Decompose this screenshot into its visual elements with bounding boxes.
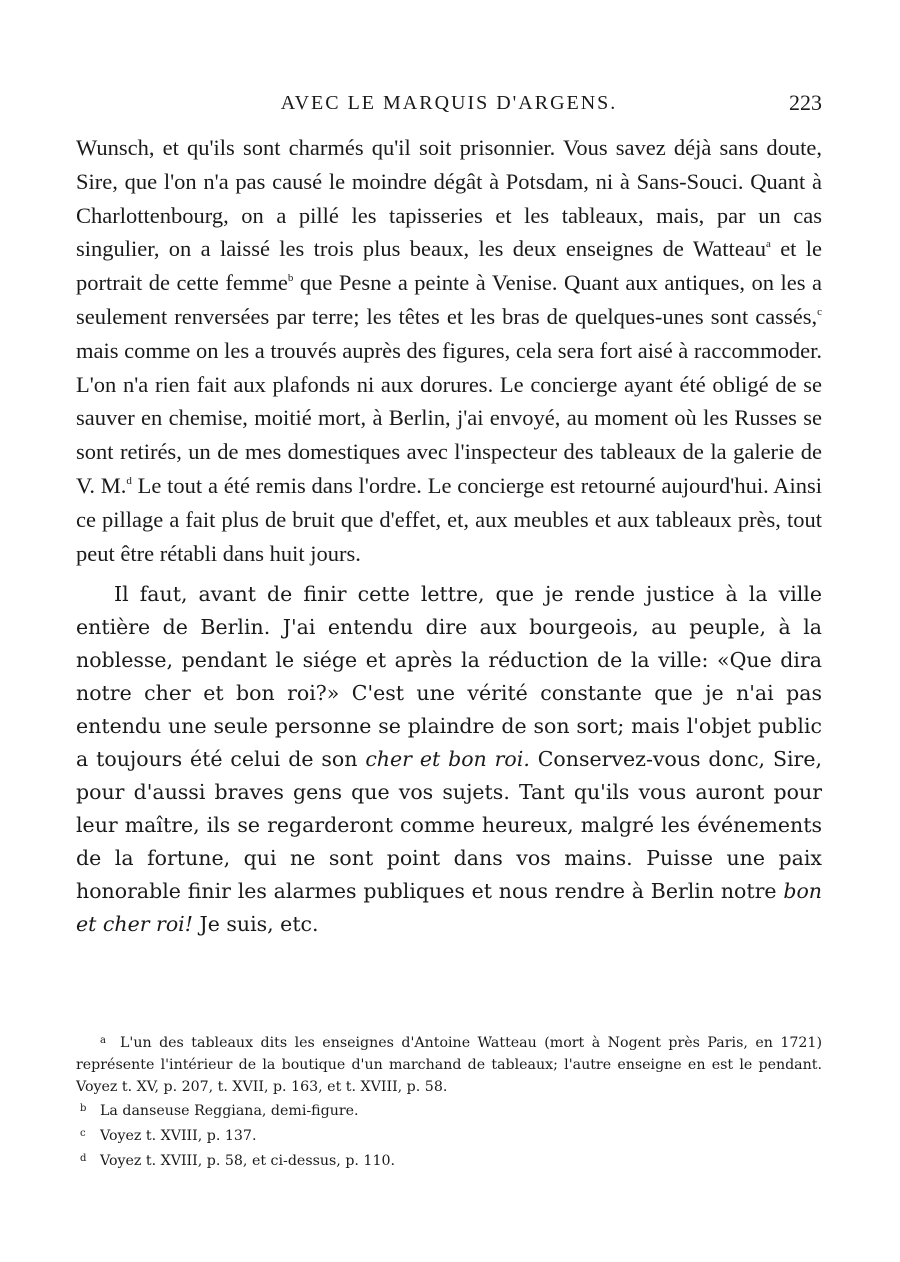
body-text: [76, 131, 822, 941]
paragraph-1-text: que Pesne a peinte à Venise. Quant aux antiques, on les a seulement renversées par terre; les têtes et les bras de quelques-unes sont cassés,: [76, 270, 822, 329]
paragraph-1-text: et le portrait de cette femme: [76, 236, 823, 296]
italic-phrase: bon et cher roi!: [76, 879, 822, 937]
footnote-text: Voyez t. XVIII, p. 58, et ci-dessus, p. 110.: [100, 1152, 396, 1169]
footnote-text: La danseuse Reggiana, demi-figure.: [100, 1103, 359, 1120]
footnote-text: Voyez t. XVIII, p. 137.: [100, 1128, 257, 1145]
page-number: 223: [789, 90, 822, 115]
italic-phrase: cher et bon roi.: [365, 747, 530, 772]
footnote-mark: b: [80, 1103, 87, 1115]
footnote-d: [76, 1148, 822, 1173]
footnote-a: [76, 1030, 822, 1098]
paragraph-1: [76, 131, 822, 570]
paragraph-1-text: Wunsch, et qu'ils sont charmés qu'il soit prisonnier. Vous savez déjà sans doute, Sire, que l'on n'a pas causé le moindre dégât à Potsdam, ni à Sans-Souci. Quant à Charlottenbourg, on a pillé les tapisseries et les tableaux, mais, par un cas singulier, on a laissé les trois plus beaux, les deux enseignes de Watteau: [76, 135, 822, 262]
footnote-ref-c: c: [817, 305, 822, 318]
footnote-c: [76, 1123, 822, 1148]
footnote-b: [76, 1098, 822, 1123]
paragraph-2: [76, 578, 822, 941]
footnote-ref-a: a: [765, 238, 771, 251]
running-title: AVEC LE MARQUIS D'ARGENS.: [280, 92, 618, 114]
paragraph-1-text: mais comme on les a trouvés auprès des figures, cela sera fort aisé à raccommoder. L'on n'a rien fait aux plafonds ni aux dorures. Le concierge ayant été obligé de se sauver en chemise, moitié mort, à Berlin, j'ai envoyé, au moment où les Russes se sont retirés, un de mes domestiques avec l'inspecteur des tableaux de la galerie de V. M.: [76, 337, 822, 498]
footnote-ref-d: d: [126, 474, 132, 487]
page-header: [76, 86, 822, 120]
footnote-mark: d: [80, 1152, 87, 1164]
footnote-mark: c: [80, 1128, 86, 1140]
footnotes: [76, 1030, 822, 1173]
paragraph-1-text: Le tout a été remis dans l'ordre. Le concierge est retourné aujourd'hui. Ainsi ce pillage a fait plus de bruit que d'effet, et, aux meubles et aux tableaux près, tout peut être rétabli dans huit jours.: [76, 472, 822, 566]
footnote-text: L'un des tableaux dits les enseignes d'Antoine Watteau (mort à Nogent près Paris, en 1721) représente l'intérieur de la boutique d'un marchand de tableaux; l'autre enseigne en est le pendant. Voyez t. XV, p. 207, t. XVII, p. 163, et t. XVIII, p. 58.: [76, 1035, 822, 1095]
paragraph-2-text: Je suis, etc.: [192, 912, 319, 937]
paragraph-2-text: Il faut, avant de finir cette lettre, que je rende justice à la ville entière de Berlin. J'ai entendu dire aux bourgeois, au peuple, à la noblesse, pendant le siége et après la réduction de la ville: «Que dira notre cher et bon roi?» C'est une vérité constante que je n'ai pas entendu une seule personne se plaindre de son sort; mais l'objet public a toujours été celui de son: [76, 582, 822, 772]
footnote-mark: a: [100, 1035, 106, 1046]
footnote-ref-b: b: [287, 272, 294, 285]
paragraph-2-text: Conservez-vous donc, Sire, pour d'aussi braves gens que vos sujets. Tant qu'ils vous auront pour leur maître, ils se regarderont comme heureux, malgré les événements de la fortune, qui ne sont point dans vos mains. Puisse une paix honorable finir les alarmes publiques et nous rendre à Berlin notre: [76, 747, 823, 904]
